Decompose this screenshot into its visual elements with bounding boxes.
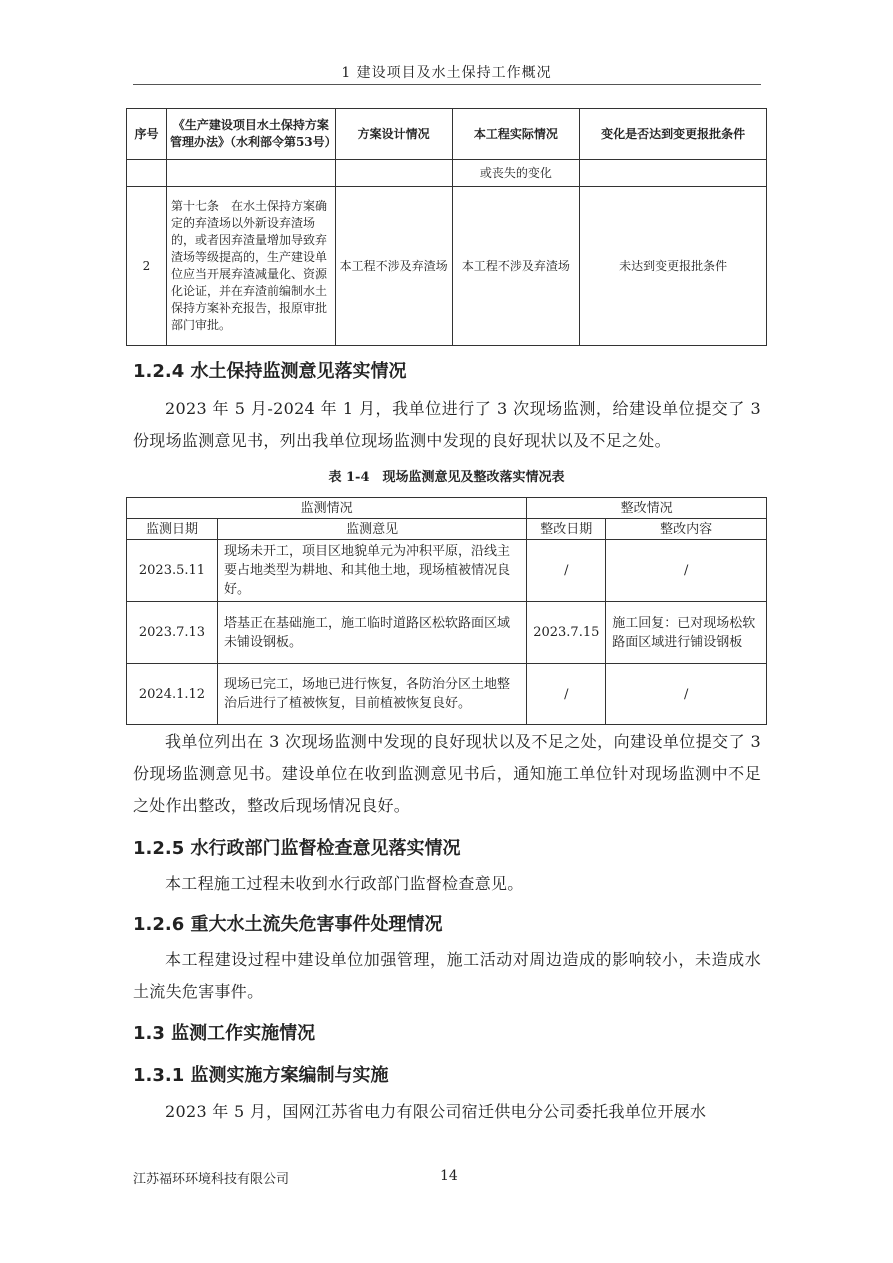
group-monitor: 监测情况 xyxy=(127,498,527,519)
table-header-row xyxy=(127,519,767,540)
table-row xyxy=(127,160,767,187)
cell-opinion: 现场未开工，项目区地貌单元为冲积平原，沿线主要占地类型为耕地、和其他土地，现场植被情况良好。 xyxy=(217,540,526,602)
cell-rdate: / xyxy=(527,540,606,602)
cell-date: 2023.7.13 xyxy=(127,602,218,664)
cell-opinion: 现场已完工，场地已进行恢复，各防治分区土地整治后进行了植被恢复，目前植被恢复良好。 xyxy=(217,664,526,725)
col-rdate: 整改日期 xyxy=(527,519,606,540)
table-row xyxy=(127,664,767,725)
table-row xyxy=(127,540,767,602)
section-heading-1-2-5: 1.2.5 水行政部门监督检查意见落实情况 xyxy=(133,838,461,859)
table-header-row xyxy=(127,109,767,160)
section-heading-1-2-4: 1.2.4 水土保持监测意见落实情况 xyxy=(133,361,407,382)
cell-rdate: / xyxy=(527,664,606,725)
summary-paragraph: 我单位列出在 3 次现场监测中发现的良好现状以及不足之处，向建设单位提交了 3 份现场监测意见书。建设单位在收到监测意见书后，通知施工单位针对现场监测中不足之处作出整改，整改后现场情况良好。 xyxy=(133,732,761,815)
header-divider xyxy=(133,84,761,85)
footer-company: 江苏福环环境科技有限公司 xyxy=(133,1172,290,1187)
col-change: 变化是否达到变更报批条件 xyxy=(580,109,767,160)
table-group-header-row xyxy=(127,498,767,519)
col-design: 方案设计情况 xyxy=(335,109,452,160)
page-number: 14 xyxy=(440,1168,458,1184)
cell-change: 未达到变更报批条件 xyxy=(580,187,767,346)
section-heading-1-2-6: 1.2.6 重大水土流失危害事件处理情况 xyxy=(133,914,443,935)
cell-design: 本工程不涉及弃渣场 xyxy=(335,187,452,346)
section-paragraph: 本工程施工过程未收到水行政部门监督检查意见。 xyxy=(165,874,524,893)
col-opinion: 监测意见 xyxy=(217,519,526,540)
cell-actual: 本工程不涉及弃渣场 xyxy=(452,187,580,346)
monitoring-opinion-table xyxy=(126,497,767,725)
col-rcontent: 整改内容 xyxy=(606,519,767,540)
section-paragraph: 2023 年 5 月-2024 年 1 月，我单位进行了 3 次现场监测，给建设单位提交了 3 份现场监测意见书，列出我单位现场监测中发现的良好现状以及不足之处。 xyxy=(133,399,761,450)
cell-opinion: 塔基正在基础施工，施工临时道路区松软路面区域未铺设钢板。 xyxy=(217,602,526,664)
cell-rcontent: 施工回复：已对现场松软路面区域进行铺设钢板 xyxy=(606,602,767,664)
col-actual: 本工程实际情况 xyxy=(452,109,580,160)
cell-rcontent: / xyxy=(606,540,767,602)
col-regulation: 《生产建设项目水土保持方案管理办法》（水利部令第53号） xyxy=(166,109,335,160)
regulation-comparison-table xyxy=(126,108,767,346)
cell-date: 2024.1.12 xyxy=(127,664,218,725)
section-paragraph: 本工程建设过程中建设单位加强管理，施工活动对周边造成的影响较小，未造成水土流失危害事件。 xyxy=(133,950,761,1001)
cell-seq: 2 xyxy=(127,187,167,346)
cell-rcontent: / xyxy=(606,664,767,725)
table-row xyxy=(127,187,767,346)
section-heading-1-3: 1.3 监测工作实施情况 xyxy=(133,1023,316,1044)
group-rectify: 整改情况 xyxy=(527,498,767,519)
page-header: 1 建设项目及水土保持工作概况 xyxy=(341,65,552,81)
cell-rdate: 2023.7.15 xyxy=(527,602,606,664)
cell-actual-cont: 或丧失的变化 xyxy=(452,160,580,187)
section-heading-1-3-1: 1.3.1 监测实施方案编制与实施 xyxy=(133,1065,389,1086)
table-caption: 表 1-4 现场监测意见及整改落实情况表 xyxy=(328,470,565,485)
col-date: 监测日期 xyxy=(127,519,218,540)
section-paragraph: 2023 年 5 月，国网江苏省电力有限公司宿迁供电分公司委托我单位开展水 xyxy=(165,1102,707,1121)
col-seq: 序号 xyxy=(127,109,167,160)
table-row xyxy=(127,602,767,664)
cell-regulation: 第十七条 在水土保持方案确定的弃渣场以外新设弃渣场的，或者因弃渣量增加导致弃渣场等级提高的，生产建设单位应当开展弃渣减量化、资源化论证，并在弃渣前编制水土保持方案补充报告，报原审批部门审批。 xyxy=(166,187,335,346)
cell-date: 2023.5.11 xyxy=(127,540,218,602)
